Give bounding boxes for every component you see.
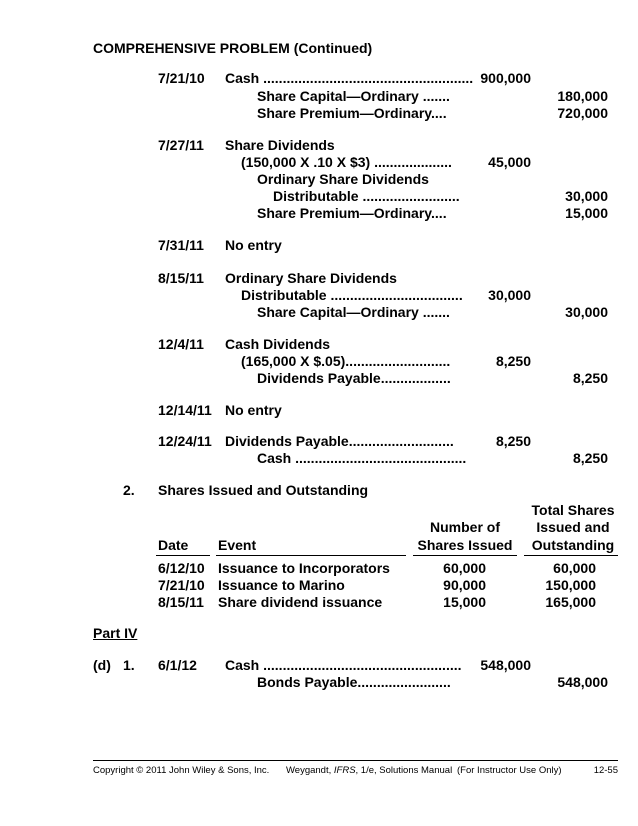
- entry-date: 8/15/11: [158, 270, 204, 286]
- entry-line: Cash ......................................................: [225, 70, 474, 86]
- part-heading: Part IV: [93, 625, 138, 641]
- column-header: Issued and: [536, 519, 610, 535]
- credit-amount: 30,000: [565, 304, 608, 320]
- table-issued: 15,000: [443, 594, 486, 610]
- column-header: Total Shares: [531, 502, 615, 518]
- entry-line: Share Premium—Ordinary....: [257, 205, 447, 221]
- footer-copyright: Copyright © 2011 John Wiley & Sons, Inc.: [93, 765, 270, 776]
- entry-line: Bonds Payable........................: [257, 674, 451, 690]
- entry-line: Ordinary Share Dividends: [257, 171, 429, 187]
- credit-amount: 15,000: [565, 205, 608, 221]
- entry-line: Cash Dividends: [225, 336, 331, 352]
- entry-line: Share Capital—Ordinary .......: [257, 304, 450, 320]
- page-title: COMPREHENSIVE PROBLEM (Continued): [93, 40, 373, 56]
- entry-line: Dividends Payable...........................: [225, 433, 454, 449]
- header-underline: [413, 555, 517, 556]
- footer-book: [286, 765, 452, 777]
- header-underline: [524, 555, 618, 556]
- table-issued: 90,000: [443, 577, 486, 593]
- entry-line: Share Premium—Ordinary....: [257, 105, 447, 121]
- debit-amount: 900,000: [480, 70, 531, 86]
- footer-book-author: Weygandt,: [286, 765, 334, 776]
- entry-date: 7/31/11: [158, 237, 204, 253]
- footer-rule: [93, 760, 618, 761]
- debit-amount: 548,000: [480, 657, 531, 673]
- table-date: 6/12/10: [158, 560, 205, 576]
- table-date: 7/21/10: [158, 577, 205, 593]
- header-underline: [216, 555, 406, 556]
- footer-book-edition: , 1/e, Solutions Manual: [355, 765, 453, 776]
- column-header: Outstanding: [531, 537, 615, 553]
- column-header: Event: [218, 537, 257, 553]
- table-event: Issuance to Incorporators: [218, 560, 390, 576]
- section-number: 2.: [123, 482, 135, 498]
- entry-date: 7/21/10: [158, 70, 205, 86]
- table-event: Share dividend issuance: [218, 594, 383, 610]
- table-total: 165,000: [545, 594, 596, 610]
- entry-line: Cash ............................................: [257, 450, 467, 466]
- column-header: Number of: [430, 519, 500, 535]
- entry-line: Dividends Payable..................: [257, 370, 451, 386]
- credit-amount: 548,000: [557, 674, 608, 690]
- column-header: Shares Issued: [417, 537, 513, 553]
- entry-line: Distributable ..................................: [241, 287, 463, 303]
- entry-date: 12/14/11: [158, 402, 212, 418]
- debit-amount: 8,250: [495, 433, 531, 449]
- table-total: 150,000: [545, 577, 596, 593]
- entry-line: (150,000 X .10 X $3) ....................: [241, 154, 452, 170]
- footer-note: (For Instructor Use Only): [457, 765, 562, 776]
- entry-line: No entry: [225, 237, 282, 253]
- page-number: 12-55: [593, 765, 618, 776]
- entry-line: Cash ...................................................: [225, 657, 462, 673]
- entry-line: Distributable .........................: [273, 188, 460, 204]
- entry-line: Share Dividends: [225, 137, 335, 153]
- credit-amount: 8,250: [572, 450, 608, 466]
- entry-date: 6/1/12: [158, 657, 197, 673]
- entry-line: Share Capital—Ordinary .......: [257, 88, 450, 104]
- table-event: Issuance to Marino: [218, 577, 345, 593]
- debit-amount: 45,000: [488, 154, 531, 170]
- credit-amount: 180,000: [557, 88, 608, 104]
- debit-amount: 8,250: [495, 353, 531, 369]
- entry-line: No entry: [225, 402, 282, 418]
- header-underline: [156, 555, 210, 556]
- table-date: 8/15/11: [158, 594, 204, 610]
- entry-date: 12/4/11: [158, 336, 204, 352]
- entry-line: Ordinary Share Dividends: [225, 270, 397, 286]
- debit-amount: 30,000: [488, 287, 531, 303]
- table-issued: 60,000: [443, 560, 486, 576]
- part-number: 1.: [123, 657, 135, 673]
- entry-line: (165,000 X $.05)...........................: [241, 353, 451, 369]
- section-heading: Shares Issued and Outstanding: [158, 482, 369, 498]
- credit-amount: 720,000: [557, 105, 608, 121]
- credit-amount: 30,000: [565, 188, 608, 204]
- part-label: (d): [93, 657, 111, 673]
- entry-date: 12/24/11: [158, 433, 212, 449]
- table-total: 60,000: [553, 560, 596, 576]
- footer-book-title: IFRS: [333, 765, 356, 776]
- column-header: Date: [158, 537, 189, 553]
- entry-date: 7/27/11: [158, 137, 204, 153]
- credit-amount: 8,250: [572, 370, 608, 386]
